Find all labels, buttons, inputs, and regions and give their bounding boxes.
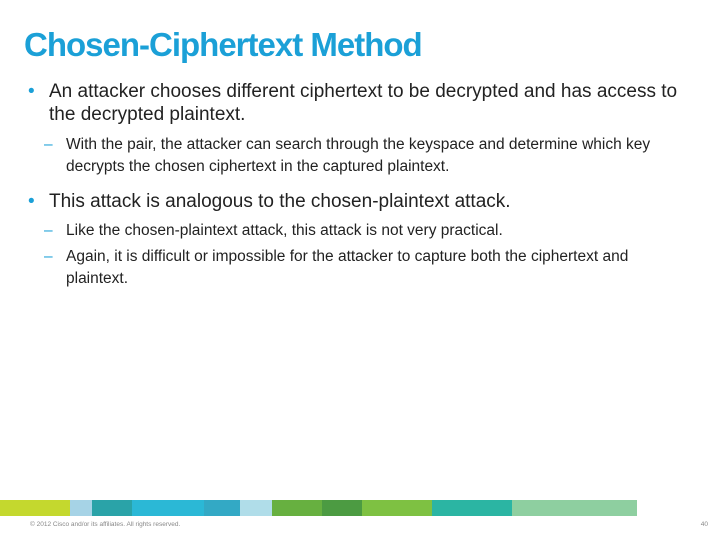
footer-bar-segment (272, 500, 322, 516)
bullet-2-sub-1 (44, 220, 694, 242)
sub-dash-icon: – (44, 222, 53, 239)
footer-bar-segment (362, 500, 432, 516)
footer-bar-segment (204, 500, 240, 516)
footer-bar-segment (322, 500, 362, 516)
footer-copyright: © 2012 Cisco and/or its affiliates. All rights reserved. (30, 521, 181, 528)
footer-bar-segment (92, 500, 132, 516)
bullet-1 (28, 80, 698, 126)
footer-bar-segment (70, 500, 92, 516)
footer-bar-segment (0, 500, 70, 516)
bullet-2-text: This attack is analogous to the chosen-plaintext attack. (49, 191, 511, 212)
bullet-2-sub-2-text: Again, it is difficult or impossible for the attacker to capture both the ciphertext and plaintext. (66, 248, 629, 287)
bullet-1-sub-1-text: With the pair, the attacker can search through the keyspace and determine which key decrypts the chosen ciphertext in the captured plaintext. (66, 136, 651, 175)
footer-bar-segment (240, 500, 272, 516)
sub-dash-icon: – (44, 248, 53, 265)
bullet-dot-icon: • (28, 81, 35, 102)
footer-bar-segment (512, 500, 637, 516)
sub-dash-icon: – (44, 136, 53, 153)
footer-bar-segment (637, 500, 720, 516)
bullet-dot-icon: • (28, 191, 35, 212)
bullet-2 (28, 190, 698, 213)
bullet-1-sub-1 (44, 134, 694, 178)
bullet-2-sub-1-text: Like the chosen-plaintext attack, this attack is not very practical. (66, 222, 503, 239)
page-number: 40 (700, 521, 708, 528)
footer-color-bar (0, 500, 720, 516)
bullet-2-sub-2 (44, 246, 694, 290)
bullet-1-text: An attacker chooses different ciphertext to be decrypted and has access to the decrypted plaintext. (49, 81, 678, 125)
slide-title: Chosen-Ciphertext Method (24, 26, 422, 63)
footer-bar-segment (432, 500, 512, 516)
footer-bar-segment (132, 500, 204, 516)
